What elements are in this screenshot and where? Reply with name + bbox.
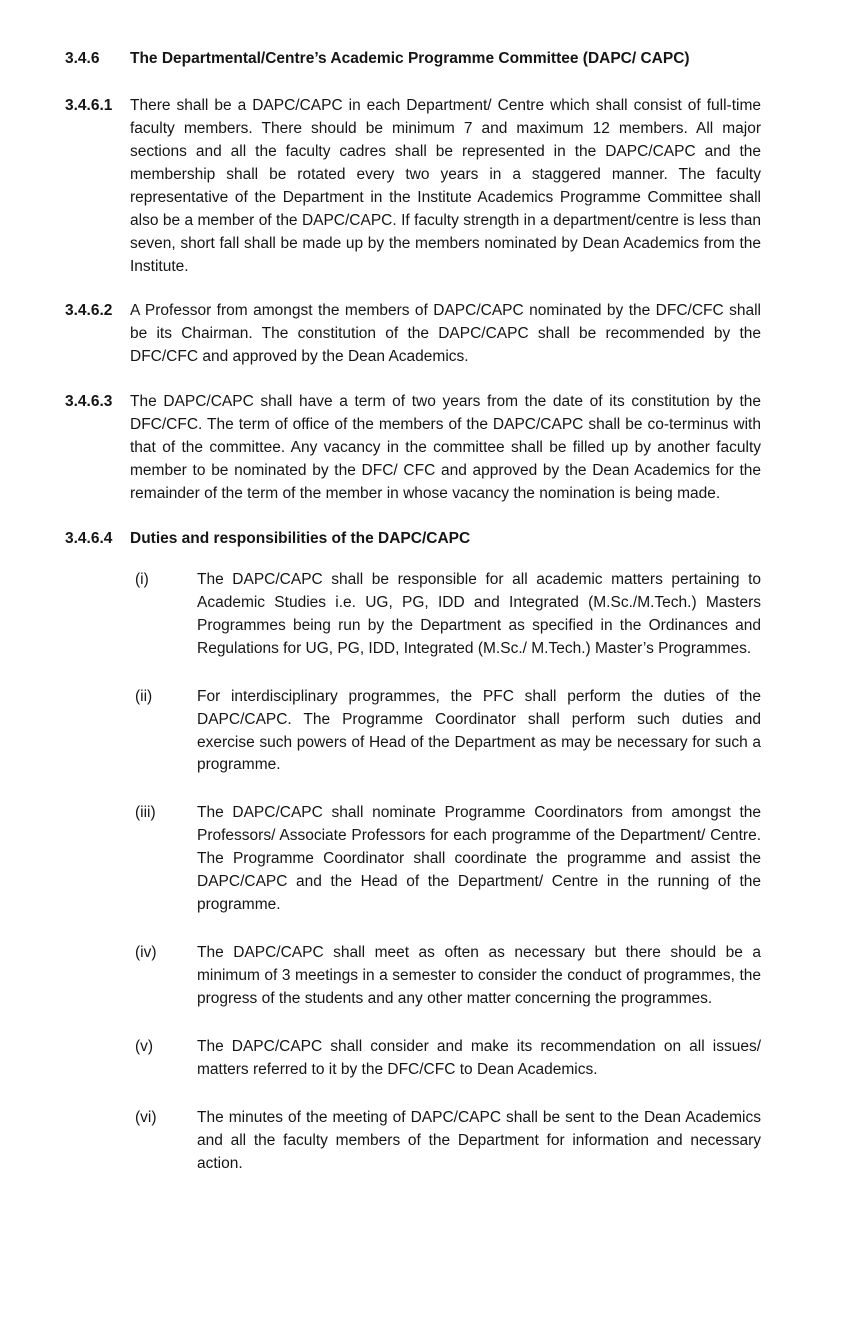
list-item-text: For interdisciplinary programmes, the PFC shall perform the duties of the DAPC/CAPC. The Programme Coordinator shall perform such duties and exercise such powers of Head of the Department as may be necessary for such a programme. — [197, 687, 761, 774]
list-item-marker: (v) — [135, 1037, 154, 1055]
list-item-text: The minutes of the meeting of DAPC/CAPC shall be sent to the Dean Academics and all the faculty members of the Department for information and necessary action. — [197, 1108, 761, 1172]
list-item-text: The DAPC/CAPC shall meet as often as necessary but there should be a minimum of 3 meetings in a semester to consider the conduct of programmes, the progress of the students and any other matter concerning the programmes. — [197, 944, 761, 1007]
paragraph-3-4-6-3 — [65, 391, 761, 506]
list-item-marker: (iii) — [135, 804, 156, 822]
list-item-i — [135, 569, 761, 661]
list-item-marker: (vi) — [135, 1108, 157, 1126]
subsection-heading — [65, 528, 761, 551]
section-heading — [65, 48, 761, 71]
paragraph-text: There shall be a DAPC/CAPC in each Department/ Centre which shall consist of full-time faculty members. There should be minimum 7 and maximum 12 members. All major sections and all the faculty cadres shall be represented in the DAPC/CAPC and the membership shall be rotated every two years in a staggered manner. The faculty representative of the Department in the Institute Academics Programme Committee shall also be a member of the DAPC/CAPC. If faculty strength in a department/centre is less than seven, short fall shall be made up by the members nominated by Dean Academics from the Institute. — [130, 96, 761, 275]
list-item-marker: (ii) — [135, 687, 153, 705]
subsection-heading-title: Duties and responsibilities of the DAPC/CAPC — [130, 529, 471, 547]
paragraph-3-4-6-2 — [65, 300, 761, 369]
list-item-text: The DAPC/CAPC shall consider and make its recommendation on all issues/ matters referred to it by the DFC/CFC to Dean Academics. — [197, 1037, 761, 1078]
list-item-v — [135, 1036, 761, 1082]
list-item-marker: (i) — [135, 570, 149, 588]
subsection-heading-number: 3.4.6.4 — [65, 529, 113, 547]
list-item-iv — [135, 942, 761, 1011]
list-item-iii — [135, 802, 761, 917]
paragraph-text: The DAPC/CAPC shall have a term of two years from the date of its constitution by the DFC/CFC. The term of office of the members of the DAPC/CAPC shall be co-terminus with that of the committee. Any vacancy in the committee shall be filled up by another faculty member to be nominated by the DFC/ CFC and approved by the Dean Academics for the remainder of the term of the member in whose vacancy the nomination is being made. — [130, 393, 761, 502]
list-item-text: The DAPC/CAPC shall be responsible for all academic matters pertaining to Academic Studies i.e. UG, PG, IDD and Integrated (M.Sc./M.Tech.) Masters Programmes being run by the Department as specified in the Ordinances and Regulations for UG, PG, IDD, Integrated (M.Sc./ M.Tech.) Master’s Programmes. — [197, 570, 761, 657]
list-item-marker: (iv) — [135, 944, 157, 962]
list-item-ii — [135, 686, 761, 778]
list-item-vi — [135, 1107, 761, 1176]
paragraph-text: A Professor from amongst the members of DAPC/CAPC nominated by the DFC/CFC shall be its Chairman. The constitution of the DAPC/CAPC shall be recommended by the DFC/CFC and approved by the Dean Academics. — [130, 302, 761, 366]
section-heading-number: 3.4.6 — [65, 50, 100, 67]
paragraph-3-4-6-1 — [65, 95, 761, 279]
section-heading-title: The Departmental/Centre’s Academic Programme Committee (DAPC/ CAPC) — [130, 50, 690, 67]
paragraph-number: 3.4.6.1 — [65, 96, 113, 114]
paragraph-number: 3.4.6.2 — [65, 302, 113, 320]
paragraph-number: 3.4.6.3 — [65, 393, 113, 411]
duties-list — [130, 569, 761, 1176]
list-item-text: The DAPC/CAPC shall nominate Programme Coordinators from amongst the Professors/ Associate Professors for each programme of the Department/ Centre. The Programme Coordinator shall coordinate the programme and assist the DAPC/CAPC and the Head of the Department/ Centre in the running of the programme. — [197, 804, 761, 914]
